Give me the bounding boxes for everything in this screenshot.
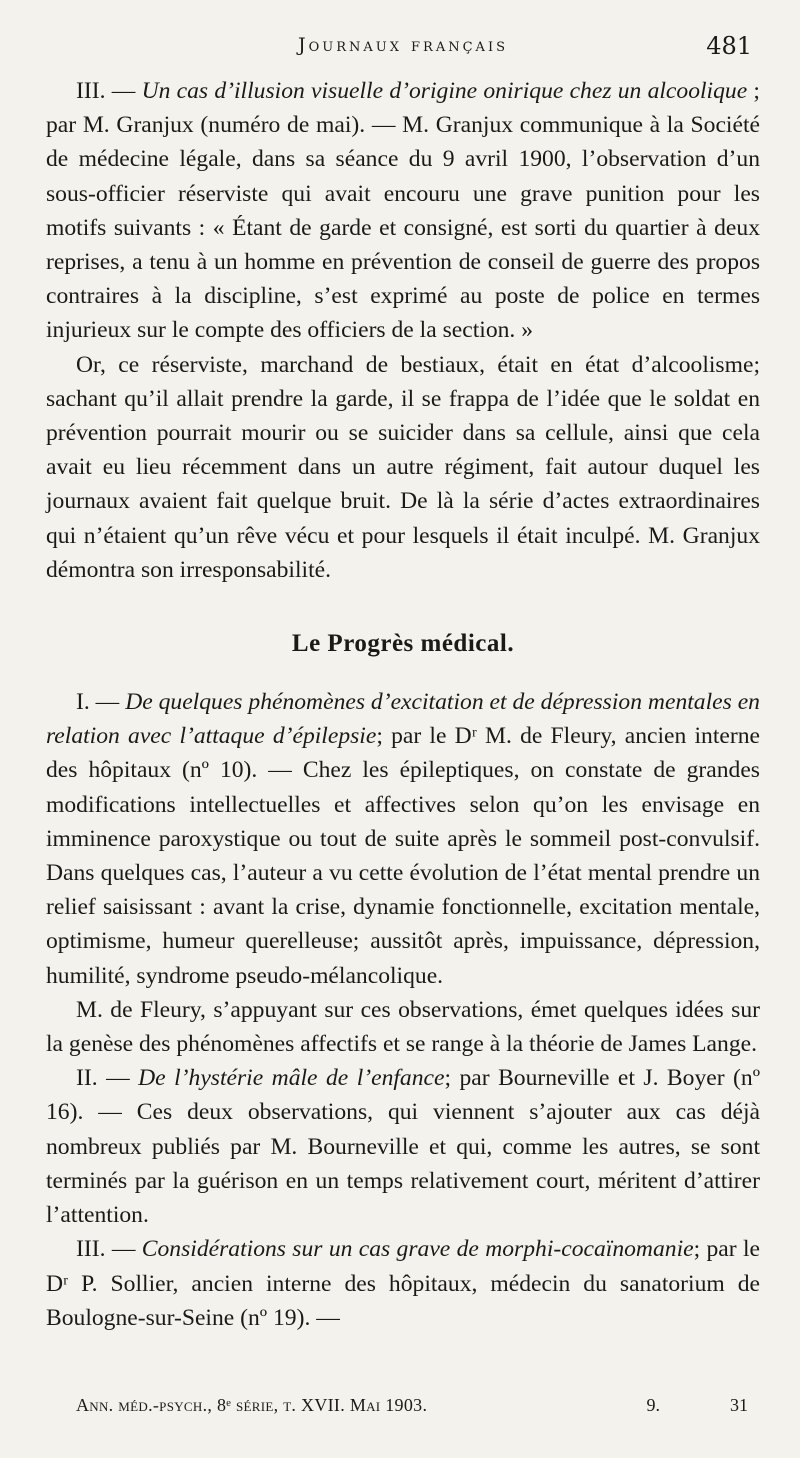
paragraph-text: ; par le Dʳ M. de Fleury, ancien interne des hôpitaux (nº 10). — Chez les épileptiques, on constate de grandes modifications intellectuelles et affectives selon qu’on les envisage en imminence paroxystique ou tout de suite après le sommeil post-convulsif. Dans quelques cas, l’auteur a vu cette évolution de l’état mental prendre un relief saisissant : avant la crise, dynamie fonctionnelle, excitation mentale, optimisme, humeur querelleuse; aussitôt après, impuissance, dépression, humilité, syndrome pseudo-mélancolique. bbox=[46, 723, 760, 989]
page-number: 481 bbox=[706, 32, 752, 60]
paragraph-text: ; par le Dʳ P. Sollier, ancien interne des hôpitaux, médecin du sanatorium de Boulogne-sur-Seine (nº 19). — bbox=[46, 1236, 760, 1331]
article-title: De quelques phénomènes d’excitation et de dépression mentales en relation avec l’attaque d’épilepsie bbox=[46, 689, 760, 750]
paragraph-bourneville bbox=[46, 1061, 760, 1232]
paragraph-reserviste bbox=[46, 348, 760, 587]
page-body bbox=[46, 74, 760, 1335]
item-label: III. — bbox=[76, 78, 136, 104]
running-head bbox=[46, 30, 760, 62]
section-heading: Le Progrès médical. bbox=[291, 630, 515, 658]
paragraph-text: M. de Fleury, s’appuyant sur ces observations, émet quelques idées sur la genèse des phénomènes affectifs et se range à la théorie de James Lange. bbox=[46, 996, 760, 1058]
paragraph-fleury-theory bbox=[46, 993, 760, 1061]
footer-signature-1: 9. bbox=[646, 1395, 660, 1415]
paragraph-text: ; par M. Granjux (numéro de mai). — M. Granjux communique à la Société de médecine légale, dans sa séance du 9 avril 1900, l’observation d’un sous-officier réserviste qui avait encouru une grave punition pour les motifs suivants : « Étant de garde et consigné, est sorti du quartier à deux reprises, a tenu à un homme en prévention de conseil de guerre des propos contraires à la discipline, s’est exprimé au poste de police en termes injurieux sur le compte des officiers de la section. » bbox=[46, 78, 760, 344]
item-label: II. — bbox=[76, 1065, 130, 1092]
paragraph-text: ; par Bourneville et J. Boyer (nº 16). — Ces deux observations, qui viennent s’ajouter aux cas déjà nombreux publiés par M. Bourneville et qui, comme les autres, se sont terminés par la guérison en un temps relativement court, méritent d’attirer l’attention. bbox=[46, 1065, 761, 1229]
paragraph-fleury bbox=[46, 685, 760, 993]
item-label: III. — bbox=[76, 1236, 136, 1263]
running-head-title: Journaux français bbox=[298, 34, 508, 56]
footer-signature-2: 31 bbox=[730, 1395, 748, 1415]
paragraph-text: Or, ce réserviste, marchand de bestiaux, était en état d’alcoolisme; sachant qu’il allait prendre la garde, il se frappa de l’idée que le soldat en prévention pourrait mourir ou se suicider dans sa cellule, ainsi que cela avait eu lieu récemment dans un autre régiment, fait autour duquel les journaux avaient fait quelque bruit. De là la série d’actes extraordinaires qui n’étaient qu’un rêve vécu et pour lesquels il était inculpé. M. Granjux démontra son irresponsabilité. bbox=[46, 351, 760, 583]
footer-journal: Ann. méd.-psych., 8ᵉ série, t. XVII. Mai 1903. bbox=[76, 1395, 428, 1415]
page-footer bbox=[76, 1395, 766, 1425]
article-title: De l’hystérie mâle de l’enfance bbox=[138, 1065, 445, 1092]
item-label: I. — bbox=[76, 689, 120, 716]
article-title: Considérations sur un cas grave de morphi-cocaïnomanie bbox=[141, 1236, 694, 1263]
article-title: Un cas d’illusion visuelle d’origine onirique chez un alcoolique bbox=[141, 78, 748, 104]
paragraph-sollier bbox=[46, 1232, 760, 1335]
paragraph-granjux bbox=[46, 74, 760, 348]
